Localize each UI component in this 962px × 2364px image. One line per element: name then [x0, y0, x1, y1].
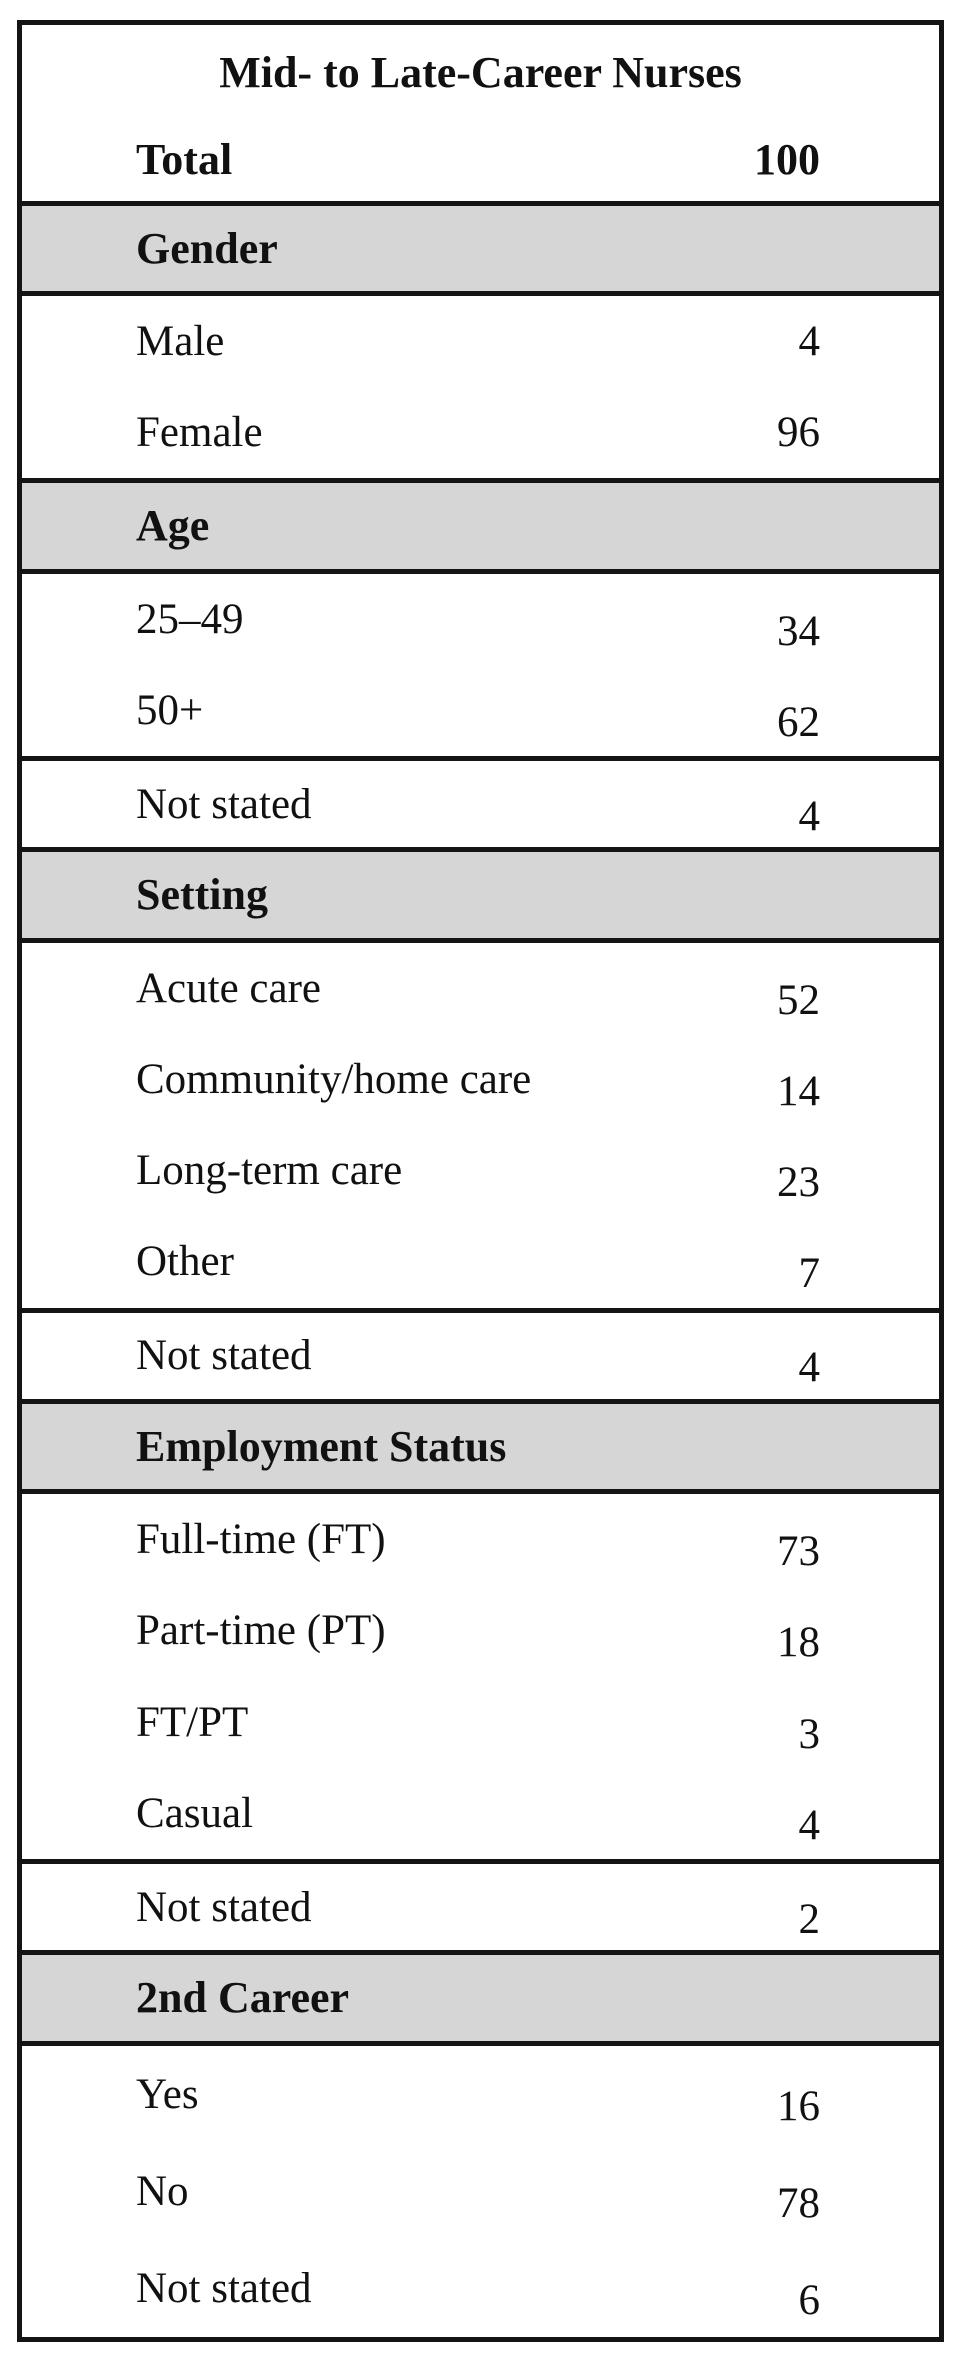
- row-value: 3: [798, 1710, 820, 1758]
- row-value: 4: [798, 792, 820, 840]
- row-label: Casual: [136, 1789, 254, 1837]
- row-value: 78: [777, 2179, 820, 2227]
- table-row-not-stated: [22, 1308, 939, 1399]
- row-value: 34: [777, 607, 820, 655]
- row-label: Female: [136, 409, 263, 457]
- row-value: 96: [777, 409, 820, 457]
- row-label: Not stated: [136, 1332, 312, 1380]
- row-value: 6: [798, 2276, 820, 2324]
- table-row: [22, 1677, 939, 1768]
- table-row-not-stated: [22, 1859, 939, 1950]
- row-value: 7: [798, 1250, 820, 1298]
- table-row: [22, 2046, 939, 2143]
- row-value: 14: [777, 1067, 820, 1115]
- row-label: 50+: [136, 686, 204, 734]
- section-title: Gender: [136, 223, 278, 273]
- total-label: Total: [136, 135, 233, 185]
- demographics-table: [17, 20, 944, 2342]
- section-header-second-career: [22, 1950, 939, 2045]
- row-label: Full-time (FT): [136, 1516, 386, 1564]
- table-row: [22, 1125, 939, 1216]
- row-label: Part-time (PT): [136, 1607, 386, 1655]
- row-label: Not stated: [136, 2264, 312, 2312]
- table-title-row: [22, 25, 939, 119]
- section-title: Employment Status: [136, 1421, 507, 1471]
- row-label: Acute care: [136, 964, 321, 1012]
- total-value: 100: [754, 135, 820, 185]
- row-label: 25–49: [136, 595, 244, 643]
- row-value: 4: [798, 1801, 820, 1849]
- row-label: Not stated: [136, 1883, 312, 1931]
- section-header-gender: [22, 201, 939, 296]
- row-value: 52: [777, 976, 820, 1024]
- section-header-setting: [22, 847, 939, 942]
- row-value: 4: [798, 1344, 820, 1392]
- table-row: [22, 1216, 939, 1307]
- row-value: 62: [777, 698, 820, 746]
- table-row: [22, 1494, 939, 1585]
- row-label: Community/home care: [136, 1055, 532, 1103]
- table-row: [22, 296, 939, 387]
- section-header-age: [22, 478, 939, 573]
- row-value: 4: [798, 317, 820, 365]
- table-row: [22, 2240, 939, 2337]
- row-label: Male: [136, 317, 225, 365]
- table-row: [22, 1768, 939, 1859]
- row-value: 2: [798, 1895, 820, 1943]
- table-row: [22, 1585, 939, 1676]
- section-title: Age: [136, 501, 210, 551]
- total-row: [22, 119, 939, 200]
- table-row: [22, 1034, 939, 1125]
- row-label: No: [136, 2167, 189, 2215]
- row-label: Long-term care: [136, 1147, 403, 1195]
- row-label: FT/PT: [136, 1698, 249, 1746]
- table-row: [22, 2143, 939, 2240]
- section-title: 2nd Career: [136, 1973, 350, 2023]
- table-row: [22, 574, 939, 665]
- row-label: Other: [136, 1238, 234, 1286]
- row-label: Yes: [136, 2070, 199, 2118]
- row-value: 73: [777, 1528, 820, 1576]
- table-row: [22, 665, 939, 756]
- table-row: [22, 943, 939, 1034]
- section-header-employment-status: [22, 1399, 939, 1494]
- table-title: Mid- to Late-Career Nurses: [219, 47, 742, 97]
- row-label: Not stated: [136, 780, 312, 828]
- section-title: Setting: [136, 870, 268, 920]
- row-value: 23: [777, 1159, 820, 1207]
- row-value: 18: [777, 1619, 820, 1667]
- table-row: [22, 387, 939, 478]
- table-row-not-stated: [22, 756, 939, 847]
- row-value: 16: [777, 2082, 820, 2130]
